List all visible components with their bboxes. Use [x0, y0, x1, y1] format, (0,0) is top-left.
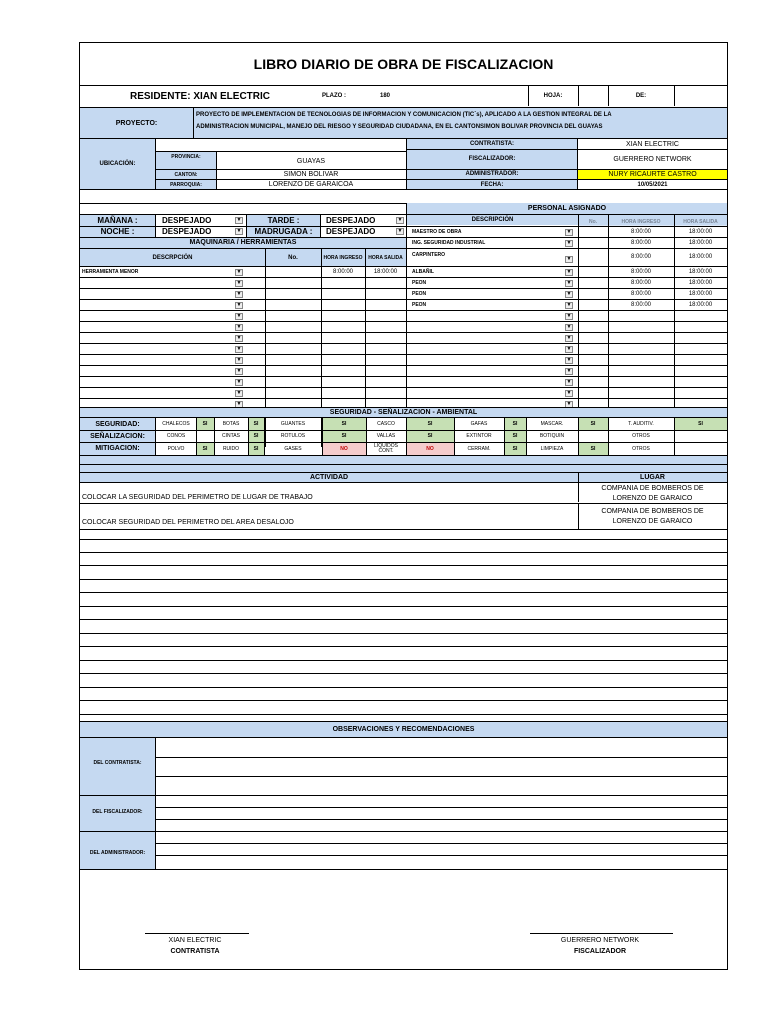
personal-row-out: 18:00:00	[688, 302, 713, 308]
personal-row-out: 18:00:00	[688, 269, 713, 275]
maquinaria-dropdown-icon[interactable]: ▼	[236, 368, 242, 374]
obs-administrador-label: DEL ADMINISTRADOR:	[89, 849, 146, 856]
noche-label: NOCHE :	[100, 227, 135, 236]
seguridad-row-label: SEGURIDAD:	[95, 420, 140, 428]
personal-dropdown-icon[interactable]: ▼	[566, 324, 572, 330]
manana-select[interactable]: DESPEJADO	[162, 216, 212, 225]
firma-fiscalizador-role: FISCALIZADOR	[573, 947, 627, 955]
residente-label: RESIDENTE: XIAN ELECTRIC	[129, 90, 270, 102]
item-name: MASCAR.	[540, 421, 564, 427]
item-name: BOTIQUIN	[539, 433, 565, 439]
proyecto-label: PROYECTO:	[115, 119, 158, 127]
item-value[interactable]: SI	[578, 442, 608, 455]
maquinaria-col-desc: DESCRPCIÓN	[152, 254, 193, 261]
noche-dropdown-icon[interactable]: ▼	[236, 228, 242, 234]
item-value[interactable]: SI	[406, 430, 454, 442]
tarde-select[interactable]: DESPEJADO	[326, 216, 376, 225]
maquinaria-dropdown-icon[interactable]: ▼	[236, 324, 242, 330]
personal-dropdown-icon[interactable]: ▼	[566, 280, 572, 286]
item-value[interactable]: SI	[248, 442, 264, 455]
item-name: OTROS	[632, 433, 650, 439]
tarde-label: TARDE :	[267, 216, 300, 225]
plazo-value: 180	[379, 93, 390, 99]
administrador-value: NURY RICAURTE CASTRO	[578, 170, 727, 179]
fecha-label: FECHA:	[480, 181, 504, 188]
personal-row-desc: PEON	[412, 302, 427, 308]
maquinaria-dropdown-icon[interactable]: ▼	[236, 335, 242, 341]
actividad-row: COLOCAR LA SEGURIDAD DEL PERIMETRO DE LUGAR DE TRABAJO	[82, 493, 313, 501]
personal-dropdown-icon[interactable]: ▼	[566, 229, 572, 235]
observaciones-title: OBSERVACIONES Y RECOMENDACIONES	[332, 726, 475, 733]
personal-row-in: 8:00:00	[630, 229, 652, 235]
hoja-label: HOJA:	[543, 93, 563, 99]
personal-dropdown-icon[interactable]: ▼	[566, 390, 572, 396]
item-value[interactable]: SI	[196, 442, 214, 455]
canton-label: CANTON:	[174, 171, 198, 178]
fecha-value: 10/05/2021	[637, 181, 668, 188]
personal-row-out: 18:00:00	[688, 229, 713, 235]
item-name: LIQUIDOS CONT.	[374, 442, 398, 454]
maquinaria-dropdown-icon[interactable]: ▼	[236, 390, 242, 396]
item-value[interactable]: SI	[248, 430, 264, 442]
item-value[interactable]: SI	[322, 430, 366, 442]
personal-row-desc: ING. SEGURIDAD INDUSTRIAL	[412, 240, 486, 246]
personal-dropdown-icon[interactable]: ▼	[566, 368, 572, 374]
item-name: CONOS	[166, 433, 186, 439]
form-title: LIBRO DIARIO DE OBRA DE FISCALIZACION	[253, 56, 554, 72]
personal-dropdown-icon[interactable]: ▼	[566, 302, 572, 308]
personal-dropdown-icon[interactable]: ▼	[566, 401, 572, 407]
personal-row-out: 18:00:00	[688, 254, 713, 260]
obs-fiscalizador-label: DEL FISCALIZADOR:	[92, 809, 143, 815]
item-name: CASCO	[377, 421, 395, 427]
item-value[interactable]	[196, 430, 214, 442]
item-value[interactable]	[674, 442, 727, 455]
item-name: POLVO	[167, 445, 185, 452]
lugar-line: LORENZO DE GARAICO	[612, 517, 693, 525]
personal-row-in: 8:00:00	[630, 254, 652, 260]
item-value[interactable]	[674, 430, 727, 442]
personal-dropdown-icon[interactable]: ▼	[566, 291, 572, 297]
maquinaria-dropdown-icon[interactable]: ▼	[236, 269, 242, 275]
item-name: CERRAM.	[467, 445, 491, 452]
item-value[interactable]: SI	[578, 418, 608, 430]
personal-row-in: 8:00:00	[630, 280, 652, 286]
personal-dropdown-icon[interactable]: ▼	[566, 269, 572, 275]
hoja-field[interactable]	[578, 86, 608, 106]
proyecto-line1: PROYECTO DE IMPLEMENTACION DE TECNOLOGIAS DE INFORMACION Y COMUNICACION (TIC´s), APLICADO A LA GESTION INTEGRAL DE LA	[196, 112, 612, 118]
personal-row-desc: PEON	[412, 280, 427, 286]
item-value[interactable]: SI	[406, 418, 454, 430]
tarde-dropdown-icon[interactable]: ▼	[397, 217, 403, 223]
personal-dropdown-icon[interactable]: ▼	[566, 357, 572, 363]
personal-row-in: 8:00:00	[630, 240, 652, 246]
de-label: DE:	[635, 93, 647, 99]
maquinaria-row-out: 18:00:00	[373, 269, 398, 275]
lugar-line: COMPANIA DE BOMBEROS DE	[601, 484, 704, 492]
personal-dropdown-icon[interactable]: ▼	[566, 379, 572, 385]
manana-dropdown-icon[interactable]: ▼	[236, 217, 242, 223]
madrugada-label: MADRUGADA :	[254, 227, 313, 236]
actividad-title: ACTIVIDAD	[309, 473, 349, 481]
contratista-label: CONTRATISTA:	[469, 141, 515, 147]
obs-contratista-label: DEL CONTRATISTA:	[93, 760, 142, 766]
item-name: GAFAS	[470, 421, 488, 427]
maquinaria-dropdown-icon[interactable]: ▼	[236, 291, 242, 297]
parroquia-value: LORENZO DE GARAICOA	[268, 181, 354, 188]
item-value[interactable]: SI	[674, 418, 727, 430]
manana-label: MAÑANA :	[97, 216, 138, 225]
personal-dropdown-icon[interactable]: ▼	[566, 256, 572, 262]
item-value[interactable]	[578, 430, 608, 442]
noche-select[interactable]: DESPEJADO	[162, 227, 212, 236]
contratista-value: XIAN ELECTRIC	[626, 141, 679, 148]
proyecto-line2: ADMINISTRACION MUNICIPAL, MANEJO DEL RIESGO Y SEGURIDAD CIUDADANA, EN EL CANTONSIMON BOLIVAR PROVINCIA DEL GUAYAS	[196, 124, 603, 130]
personal-col-desc: DESCRIPCIÓN	[471, 216, 514, 223]
maquinaria-dropdown-icon[interactable]: ▼	[236, 346, 242, 352]
maquinaria-dropdown-icon[interactable]: ▼	[236, 357, 242, 363]
madrugada-select[interactable]: DESPEJADO	[326, 227, 376, 236]
personal-dropdown-icon[interactable]: ▼	[566, 240, 572, 246]
ubicacion-label: UBICACIÓN:	[99, 161, 136, 167]
mitigacion-row-label: MITIGACION:	[95, 445, 140, 452]
maquinaria-dropdown-icon[interactable]: ▼	[236, 313, 242, 319]
personal-row-out: 18:00:00	[688, 240, 713, 246]
maquinaria-dropdown-icon[interactable]: ▼	[236, 401, 242, 407]
maquinaria-row-in: 8:00:00	[332, 269, 354, 275]
personal-row-desc: ALBAÑIL	[412, 269, 434, 275]
item-name: CINTAS	[222, 433, 240, 439]
personal-dropdown-icon[interactable]: ▼	[566, 346, 572, 352]
item-name: CHALECOS	[162, 421, 190, 427]
maquinaria-dropdown-icon[interactable]: ▼	[236, 379, 242, 385]
item-value[interactable]: SI	[504, 442, 526, 455]
seguridad-title: SEGURIDAD - SEÑALIZACION - AMBIENTAL	[329, 408, 478, 416]
maquinaria-row-desc: HERRAMIENTA MENOR	[82, 269, 139, 275]
plazo-label: PLAZO :	[322, 93, 346, 99]
firma-fiscalizador-name: GUERRERO NETWORK	[560, 936, 640, 944]
fiscalizador-value: GUERRERO NETWORK	[613, 156, 692, 163]
maquinaria-dropdown-icon[interactable]: ▼	[236, 302, 242, 308]
personal-dropdown-icon[interactable]: ▼	[566, 335, 572, 341]
administrador-label: ADMINISTRADOR:	[465, 171, 519, 177]
senalizacion-row-label: SEÑALIZACION:	[90, 432, 145, 440]
item-name: RUIDO	[222, 445, 240, 452]
item-name: LIMPIEZA	[540, 445, 564, 452]
item-name: BOTAS	[222, 421, 240, 427]
lugar-line: LORENZO DE GARAICO	[612, 494, 693, 502]
item-value[interactable]: NO	[322, 442, 366, 455]
actividad-row: COLOCAR SEGURIDAD DEL PERIMETRO DEL AREA DESALOJO	[82, 518, 294, 526]
firma-contratista-role: CONTRATISTA	[170, 947, 220, 955]
item-name: ROTULOS	[280, 433, 306, 439]
maquinaria-dropdown-icon[interactable]: ▼	[236, 280, 242, 286]
personal-row-in: 8:00:00	[630, 269, 652, 275]
provincia-label: PROVINCIA:	[171, 154, 201, 160]
personal-row-out: 18:00:00	[688, 291, 713, 297]
item-value[interactable]: SI	[504, 430, 526, 442]
parroquia-label: PARROQUIA:	[170, 181, 202, 188]
personal-row-desc: CARPINTERO	[412, 252, 446, 258]
maquinaria-title: MAQUINARIA / HERRAMIENTAS	[189, 239, 297, 246]
item-name: VALLAS	[376, 433, 396, 439]
item-name: OTROS	[632, 445, 650, 452]
provincia-value: GUAYAS	[296, 157, 326, 165]
fiscalizador-label: FISCALIZADOR:	[468, 156, 516, 162]
personal-row-out: 18:00:00	[688, 280, 713, 286]
form-sheet	[79, 42, 728, 970]
item-name: GUANTES	[280, 421, 306, 427]
item-value[interactable]: SI	[248, 418, 264, 430]
personal-row-in: 8:00:00	[630, 291, 652, 297]
maquinaria-col-out: HORA SALIDA	[368, 254, 403, 261]
de-field[interactable]	[674, 86, 727, 106]
personal-title: PERSONAL ASIGNADO	[527, 204, 607, 212]
lugar-line: COMPANIA DE BOMBEROS DE	[601, 507, 704, 515]
firma-contratista-name: XIAN ELECTRIC	[168, 936, 222, 944]
personal-row-desc: MAESTRO DE OBRA	[412, 229, 462, 235]
lugar-title: LUGAR	[640, 473, 665, 481]
item-name: EXTINTOR	[466, 433, 492, 439]
personal-row-in: 8:00:00	[630, 302, 652, 308]
personal-row-desc: PEON	[412, 291, 427, 297]
maquinaria-col-in: HORA INGRESO	[323, 254, 363, 261]
item-name: GASES	[284, 445, 302, 452]
item-name: T. AUDITIV.	[628, 421, 654, 427]
item-value[interactable]: SI	[322, 418, 366, 430]
item-value[interactable]: SI	[504, 418, 526, 430]
madrugada-dropdown-icon[interactable]: ▼	[397, 228, 403, 234]
item-value[interactable]: NO	[406, 442, 454, 455]
personal-dropdown-icon[interactable]: ▼	[566, 313, 572, 319]
item-value[interactable]: SI	[196, 418, 214, 430]
maquinaria-col-no: No.	[288, 254, 298, 261]
canton-value: SIMON BOLIVAR	[283, 171, 339, 178]
